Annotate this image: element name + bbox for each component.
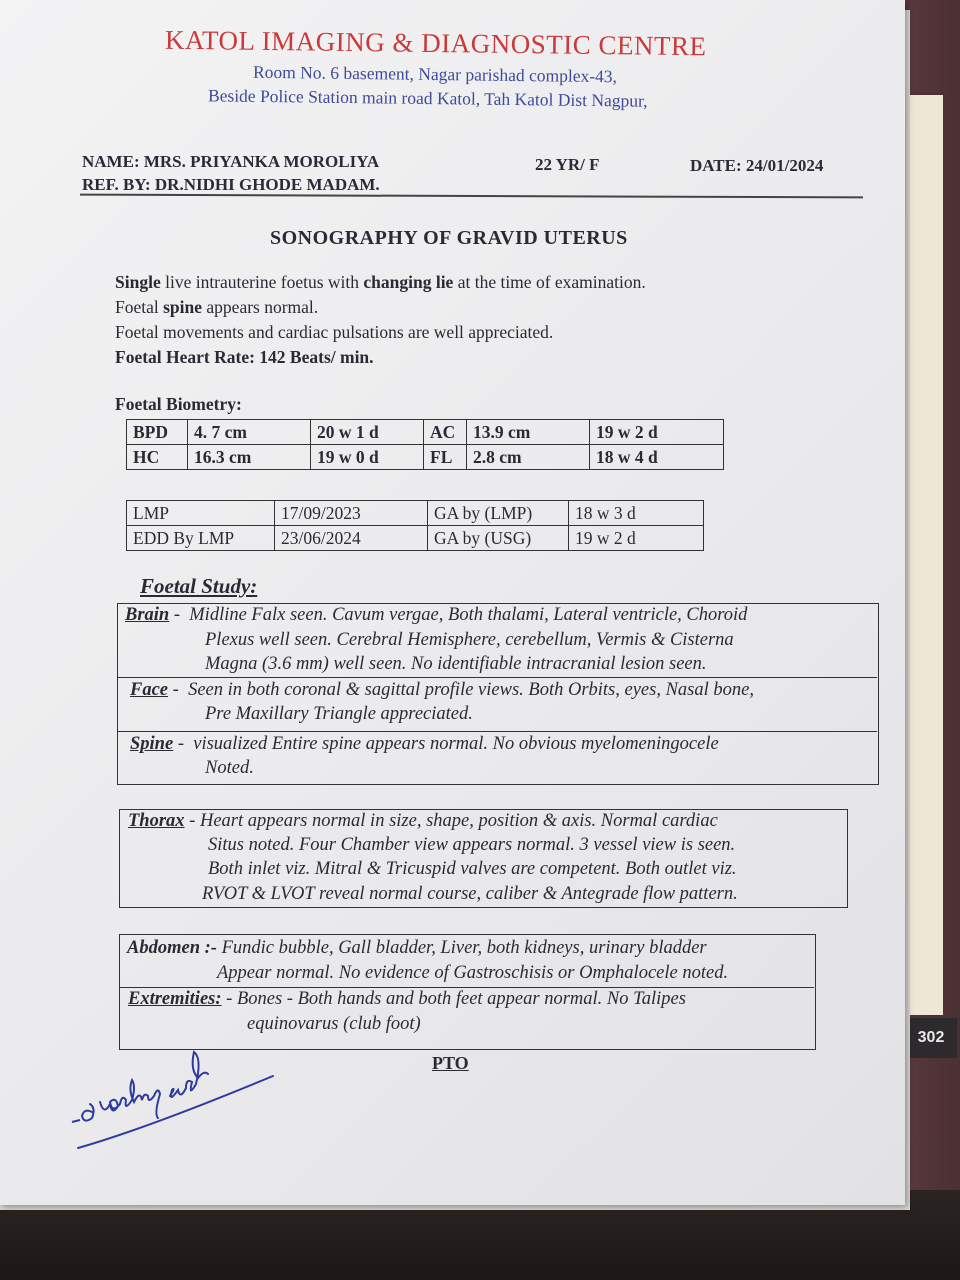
table-cell: 2.8 cm [467,445,590,470]
thorax-line-2: Situs noted. Four Chamber view appears normal. 3 vessel view is seen. [208,835,736,855]
divider [119,987,814,988]
table-cell: FL [424,445,467,470]
header-divider [80,194,863,198]
finding-line-1 [115,272,646,293]
spine-text: visualized Entire spine appears normal. No obvious myelomeningocele [193,734,719,754]
finding-text: at the time of examination. [453,272,646,292]
table-cell: EDD By LMP [127,526,275,551]
clinic-name: KATOL IMAGING & DIAGNOSTIC CENTRE [164,24,707,62]
finding-changing-lie: changing lie [363,272,454,292]
brain-line-3: Magna (3.6 mm) well seen. No identifiable intracranial lesion seen. [205,654,707,674]
table-cell: GA by (LMP) [428,501,569,526]
foetal-heart-rate: Foetal Heart Rate: 142 Beats/ min. [115,347,374,367]
table-cell: 16.3 cm [188,445,311,470]
table-row [127,501,704,526]
finding-line-3: Foetal movements and cardiac pulsations are well appreciated. [115,322,554,342]
clinic-address-line2: Beside Police Station main road Katol, Tah Katol Dist Nagpur, [207,85,648,111]
table-cell: GA by (USG) [428,526,569,551]
foetal-study-title: Foetal Study: [140,574,258,598]
extremities-text: - Bones - Both hands and both feet appear normal. No Talipes [221,989,686,1009]
face-line-1: Face - Seen in both coronal & sagittal profile views. Both Orbits, eyes, Nasal bone, [130,680,754,700]
divider [117,731,877,732]
brain-line-2: Plexus well seen. Cerebral Hemisphere, cerebellum, Vermis & Cisterna [205,630,734,650]
referred-by: REF. BY: DR.NIDHI GHODE MADAM. [82,175,380,194]
extremities-line-1 [128,989,686,1010]
face-line-2: Pre Maxillary Triangle appreciated. [205,704,473,724]
finding-text: Foetal [115,297,164,317]
spine-line-2: Noted. [205,758,254,778]
extremities-line-2: equinovarus (club foot) [247,1014,421,1034]
table-cell: 18 w 4 d [590,445,724,470]
brain-text: Midline Falx seen. Cavum vergae, Both thalami, Lateral ventricle, Choroid [189,605,748,625]
finding-text: appears normal. [202,297,319,317]
thorax-line-3: Both inlet viz. Mitral & Tricuspid valves are competent. Both outlet viz. [208,859,737,879]
patient-name: NAME: MRS. PRIYANKA MOROLIYA [82,152,380,171]
table-cell: 13.9 cm [467,420,590,445]
divider [117,677,877,678]
thorax-line-1 [128,811,718,832]
table-cell: 4. 7 cm [188,420,311,445]
face-text: Seen in both coronal & sagittal profile views. Both Orbits, eyes, Nasal bone, [188,680,754,700]
table-cell: BPD [127,420,188,445]
handwritten-signature [70,1050,290,1170]
table-cell: 19 w 2 d [590,420,724,445]
table-cell: AC [424,420,467,445]
table-row [127,420,724,445]
spine-label: Spine [130,734,174,754]
table-cell: 19 w 2 d [569,526,704,551]
patient-age-sex: 22 YR/ F [535,155,600,174]
finding-single: Single [115,272,161,292]
biometry-table [126,419,724,470]
thorax-label: Thorax [128,811,185,831]
page-number: 302 [905,1018,957,1058]
table-cell: HC [127,445,188,470]
finding-spine: spine [163,297,203,317]
spine-line-1: Spine - visualized Entire spine appears normal. No obvious myelomeningocele [130,734,719,754]
thorax-line-4: RVOT & LVOT reveal normal course, caliber & Antegrade flow pattern. [202,884,738,904]
report-title: SONOGRAPHY OF GRAVID UTERUS [270,227,628,249]
abdomen-line-1 [127,938,707,959]
table-cell: 18 w 3 d [569,501,704,526]
abdomen-label: Abdomen :- [127,938,217,958]
table-cell: 20 w 1 d [311,420,424,445]
finding-text: live intrauterine foetus with [160,272,364,292]
pto-label: PTO [432,1053,469,1073]
face-label: Face [130,680,169,700]
dates-table [126,500,704,551]
report-date: DATE: 24/01/2024 [690,156,824,175]
table-row [127,445,724,470]
thorax-text: - Heart appears normal in size, shape, position & axis. Normal cardiac [189,811,718,831]
table-cell: LMP [127,501,275,526]
extremities-label: Extremities: [128,989,222,1009]
table-cell: 19 w 0 d [311,445,424,470]
abdomen-text: Fundic bubble, Gall bladder, Liver, both kidneys, urinary bladder [216,938,707,958]
clinic-address-line1: Room No. 6 basement, Nagar parishad complex-43, [252,61,618,87]
finding-line-2 [115,297,318,318]
table-cell: 17/09/2023 [275,501,428,526]
biometry-label: Foetal Biometry: [115,394,242,414]
abdomen-line-2: Appear normal. No evidence of Gastroschisis or Omphalocele noted. [217,963,729,983]
table-cell: 23/06/2024 [275,526,428,551]
brain-label: Brain [125,605,170,625]
brain-line-1: Brain - Midline Falx seen. Cavum vergae, Both thalami, Lateral ventricle, Choroid [125,605,748,625]
table-row [127,526,704,551]
